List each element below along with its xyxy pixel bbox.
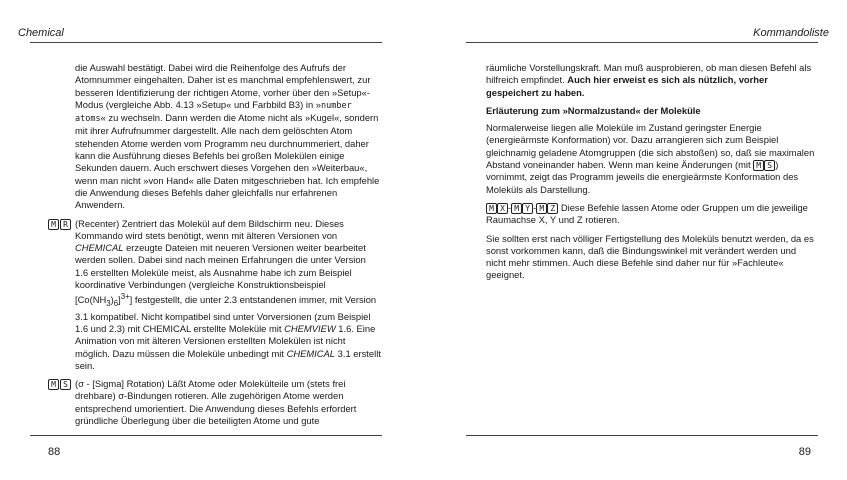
subscript: 6 xyxy=(113,299,119,309)
key-cap: Z xyxy=(547,203,558,214)
running-header-left: Chemical xyxy=(18,27,64,39)
program-name: CHEMICAL xyxy=(286,347,336,359)
key-combo-ms-inline xyxy=(753,159,775,170)
program-name: CHEMICAL xyxy=(75,242,124,254)
text-span: ) xyxy=(110,294,114,306)
text-span: (Recenter) Zentriert das Molekül auf dem Bildschirm neu. Dieses Kommando wird stets benötigt, wenn mit älteren Versionen von xyxy=(75,217,344,241)
text-span: Diese Befehle lassen Atome oder Gruppen um die jeweilige Raumachse X, Y und Z rotieren. xyxy=(486,201,808,226)
key-cap: M xyxy=(536,203,547,214)
right-page-body xyxy=(486,62,816,288)
page-number-left: 88 xyxy=(48,446,61,458)
key-cap: S xyxy=(60,379,71,390)
code-term: number atoms xyxy=(75,100,352,125)
key-cap: M xyxy=(48,379,59,390)
key-cap: S xyxy=(764,160,775,171)
key-combo-mr xyxy=(48,218,72,230)
subscript: 3 xyxy=(106,299,111,309)
key-cap: X xyxy=(497,203,508,214)
program-name: CHEMVIEW xyxy=(284,322,336,334)
header-rule-right xyxy=(466,42,818,43)
text-span: 1.6. Eine Animation von mit älteren Versionen erstellten Molekülen ist nicht möglich. Dazu müssen die Moleküle unbedingt mit xyxy=(75,322,376,359)
footer-rule-left xyxy=(30,435,382,436)
key-cap: M xyxy=(48,219,59,230)
text-span: 3.1 erstellt sein. xyxy=(75,347,381,371)
text-span: (σ - [Sigma] Rotation) Läßt Atome oder Molekülteile um (stets frei drehbare) σ-Bindungen rotieren. Alle zugehörigen Atome werden entsprechend umorientiert. Die Anwendung dieses Befehls erfordert gründliche Überlegung über die beteiligten Atome und gute xyxy=(75,378,357,427)
text-span: räumliche Vorstellungskraft. Man muß ausprobieren, ob man diesen Befehl als hilfreich empfindet. xyxy=(486,62,812,86)
superscript: 3+ xyxy=(120,292,130,302)
paragraph-continued xyxy=(48,62,381,212)
paragraph: Sie sollten erst nach völliger Fertigstellung des Moleküls benutzt werden, da es sonst vorkommen kann, daß die Bindungswinkel mit verändert werden und nicht mehr stimmen. Auch diese Befehle sind daher nur für »Fachleute« geeignet. xyxy=(486,232,814,281)
command-entry-ms xyxy=(48,378,381,427)
key-cap: M xyxy=(486,203,497,214)
paragraph xyxy=(486,202,816,227)
left-page-body xyxy=(48,62,381,433)
key-cap: Y xyxy=(522,203,533,214)
key-combo-ms xyxy=(48,378,72,390)
separator: - xyxy=(533,201,537,213)
key-cap: M xyxy=(511,203,522,214)
text-span: die Auswahl bestätigt. Dabei wird die Reihenfolge des Aufrufs der Atomnummer eingehalten. Daher ist es manchmal empfehlenswert, zur besseren Identifizierung der richtigen Atome, vorher über den »Setup«-Modus (vergleiche Abb. 4.13 »Setup« und Farbbild B3) in » xyxy=(75,62,371,110)
text-span: « zu wechseln. Dann werden die Atome nicht als »Kugel«, sondern mit ihrer Aufrufnummer dargestellt. Alle nach dem gelöschten Atom stehenden Atome werden vom Programm neu durchnummeriert, daher kann die Ausführung dieses Befehls bei großen Molekülen einige Sekunden dauern. Auch erschwert dieses Vorgehen den »Weiterbau«, wenn man nicht »von Hand« alle Daten mitgeschrieben hat. Ich empfehle die Anwendung dieses Befehls daher gleichfalls nur erfahrenen Anwendern. xyxy=(75,112,380,211)
text-span: erzeugte Dateien mit neueren Versionen weiter bearbeitet werden sollen. Dabei sind nach meinen Erfahrungen die unter Version 1.6 erstellten Moleküle meist, als Ausnahme habe ich zum Beispiel koordinative Verbindungen (vergleiche Konstruktionsbeispiel [Co(NH xyxy=(75,242,366,306)
separator: - xyxy=(508,201,512,213)
paragraph xyxy=(486,122,816,196)
key-cap: M xyxy=(753,160,764,171)
text-span: Normalerweise liegen alle Moleküle im Zustand geringster Energie (energieärmste Konformation) vor. Dazu arrangieren sich zum Beispiel gleichnamig geladene Atomgruppen (die sich abstoßen) so, daß sie maximalen Abstand voneinander haben. Wenn man keine Änderungen (mit xyxy=(486,122,815,171)
key-combo-mx-my-mz xyxy=(486,202,558,213)
running-header-right: Kommandoliste xyxy=(753,27,829,39)
text-span: ] festgestellt, die unter 2.3 entstandenen immer, mit Version 3.1 kompatibel. Nicht kompatibel sind unter Vorversionen (zum Beispiel 1.6 und 2.3) mit CHEMICAL erstellte Moleküle mit xyxy=(75,294,377,334)
footer-rule-right xyxy=(466,435,818,436)
text-span: ) vornimmt, zeigt das Programm jeweils die energieärmste Konformation des Moleküls als Darstellung. xyxy=(486,159,799,195)
page-number-right: 89 xyxy=(798,446,811,458)
emphasis-text: Auch hier erweist es sich als nützlich, vorher gespeichert zu haben. xyxy=(486,74,768,98)
section-heading: Erläuterung zum »Normalzustand« der Moleküle xyxy=(486,104,701,116)
text-span: ] xyxy=(118,294,121,306)
command-entry-mr xyxy=(48,218,381,373)
header-rule-left xyxy=(30,42,382,43)
key-cap: R xyxy=(60,219,71,230)
paragraph-continued xyxy=(486,62,816,99)
